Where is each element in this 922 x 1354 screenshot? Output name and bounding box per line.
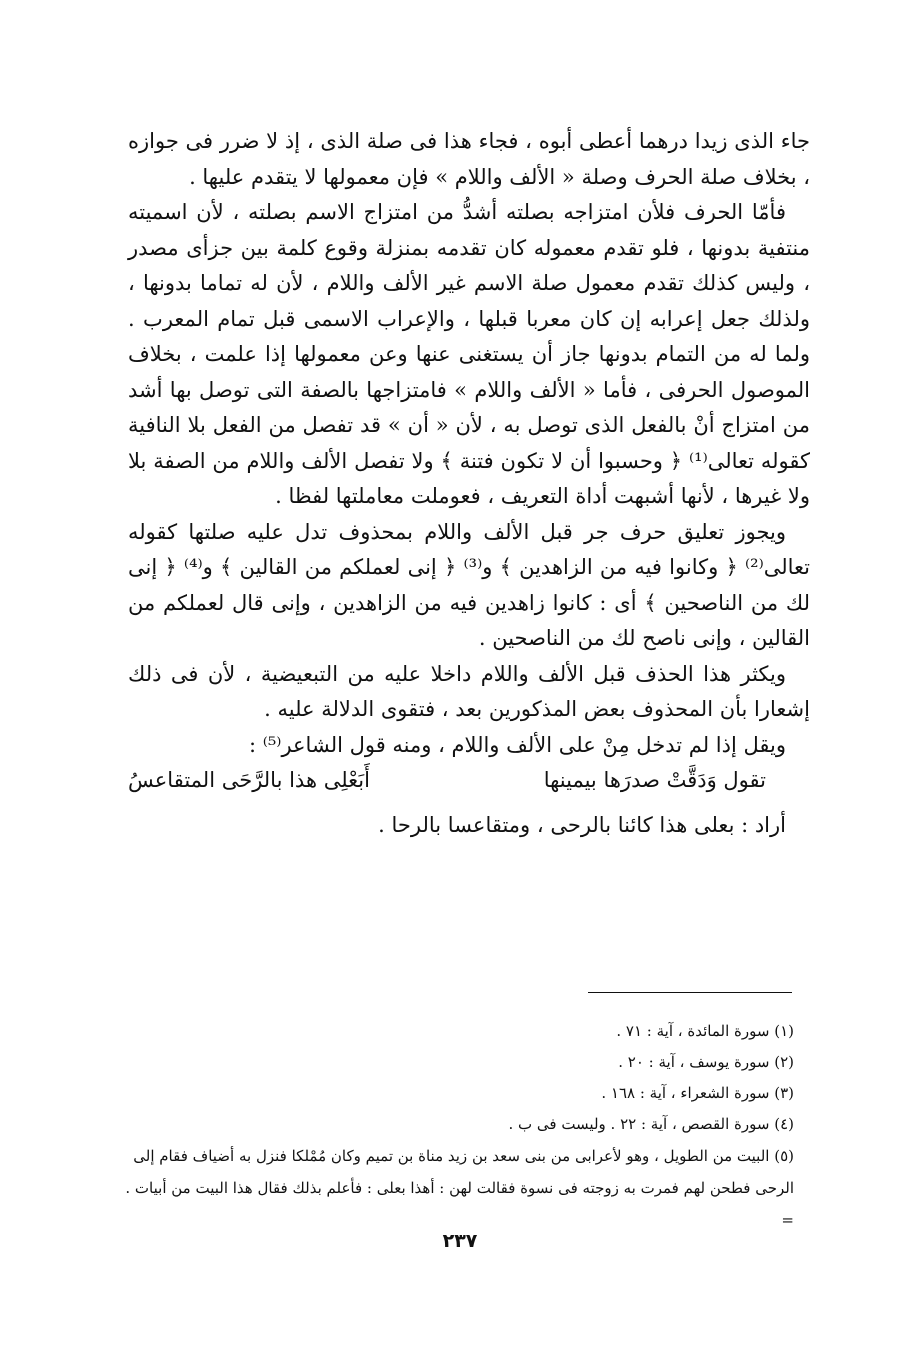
footnote-1: (١) سورة المائدة ، آية : ٧١ .: [616, 1022, 794, 1040]
footnotes: [118, 1016, 794, 1236]
verse-first-hemistich: تقول وَدَقَّتْ صدرَها بيمينها: [543, 768, 766, 792]
verse-second-hemistich: أَبَعْلِى هذا بالرَّحَى المتقاعسُ: [128, 768, 370, 792]
footnote-3: (٣) سورة الشعراء ، آية : ١٦٨ .: [601, 1084, 794, 1102]
footnote-4: (٤) سورة القصص ، آية : ٢٢ . وليست فى ب .: [508, 1115, 794, 1133]
paragraph-5: ويقل إذا لم تدخل مِنْ على الألف واللام ، ومنه قول الشاعر⁽⁵⁾ :: [248, 732, 786, 757]
paragraph-3: ويجوز تعليق حرف جر قبل الألف واللام بمحذوف تدل عليه صلتها كقوله تعالى⁽²⁾ ﴿ وكانوا فيه من الزاهدين ﴾ و⁽³⁾ ﴿ إنى لعملكم من القالين ﴾ و⁽⁴⁾ ﴿ إنى لك من الناصحين ﴾ أى : كانوا زاهدين فيه من الزاهدين ، وإنى قال لعملكم من القالين ، وإنى ناصح لك من الناصحين .: [128, 519, 810, 650]
paragraph-2: فأمّا الحرف فلأن امتزاجه بصلته أشدُّ من امتزاج الاسم بصلته ، لأن اسميته منتفية بدونها ، فلو تقدم معموله كان تقدمه بمنزلة وقوع كلمة بين جزأى مصدر ، وليس كذلك تقدم معمول صلة الاسم غير الألف واللام ، لأن له تماما بدونها ، ولذلك جعل إعرابه إن كان معربا قبلها ، والإعراب الاسمى قبل تمام المعرب . ولما له من التمام بدونها جاز أن يستغنى عنها وعن معمولها إذا علمت ، بخلاف الموصول الحرفى ، فأما « الألف واللام » فامتزاجها بالصفة التى توصل بها أشد من امتزاج أنْ بالفعل الذى توصل به ، لأن « أن » قد تفصل من الفعل بلا النافية كقوله تعالى⁽¹⁾ ﴿ وحسبوا أن لا تكون فتنة ﴾ ولا تفصل الألف واللام من الصفة بلا ولا غيرها ، لأنها أشبهت أداة التعريف ، فعوملت معاملتها لفظا .: [128, 200, 810, 508]
footnote-2: (٢) سورة يوسف ، آية : ٢٠ .: [618, 1053, 794, 1071]
paragraph-1: جاء الذى زيدا درهما أعطى أبوه ، فجاء هذا فى صلة الذى ، إذ لا ضرر فى جوازه ، بخلاف صلة الحرف وصلة « الألف واللام » فإن معمولها لا يتقدم عليها .: [128, 129, 810, 189]
paragraph-after-verse: أراد : بعلى هذا كائنا بالرحى ، ومتقاعسا بالرحا .: [378, 813, 786, 837]
poetry-verse: [128, 763, 810, 800]
footnote-5: (٥) البيت من الطويل ، وهو لأعرابى من بنى سعد بن زيد مناة بن تميم وكان مُمْلكا فنزل به أضياف فقام إلى الرحى فطحن لهم فمرت به زوجته فى نسوة فقالت لهن : أهذا بعلى : فأعلم بذلك فقال هذا البيت من أبيات . =: [125, 1147, 794, 1229]
page-number: ٢٣٧: [442, 1230, 478, 1252]
paragraph-4: ويكثر هذا الحذف قبل الألف واللام داخلا عليه من التبعيضية ، لأن فى ذلك إشعارا بأن المحذوف بعض المذكورين بعد ، فتقوى الدلالة عليه .: [128, 661, 810, 721]
main-text: [128, 124, 810, 844]
footnote-divider: [588, 992, 792, 993]
